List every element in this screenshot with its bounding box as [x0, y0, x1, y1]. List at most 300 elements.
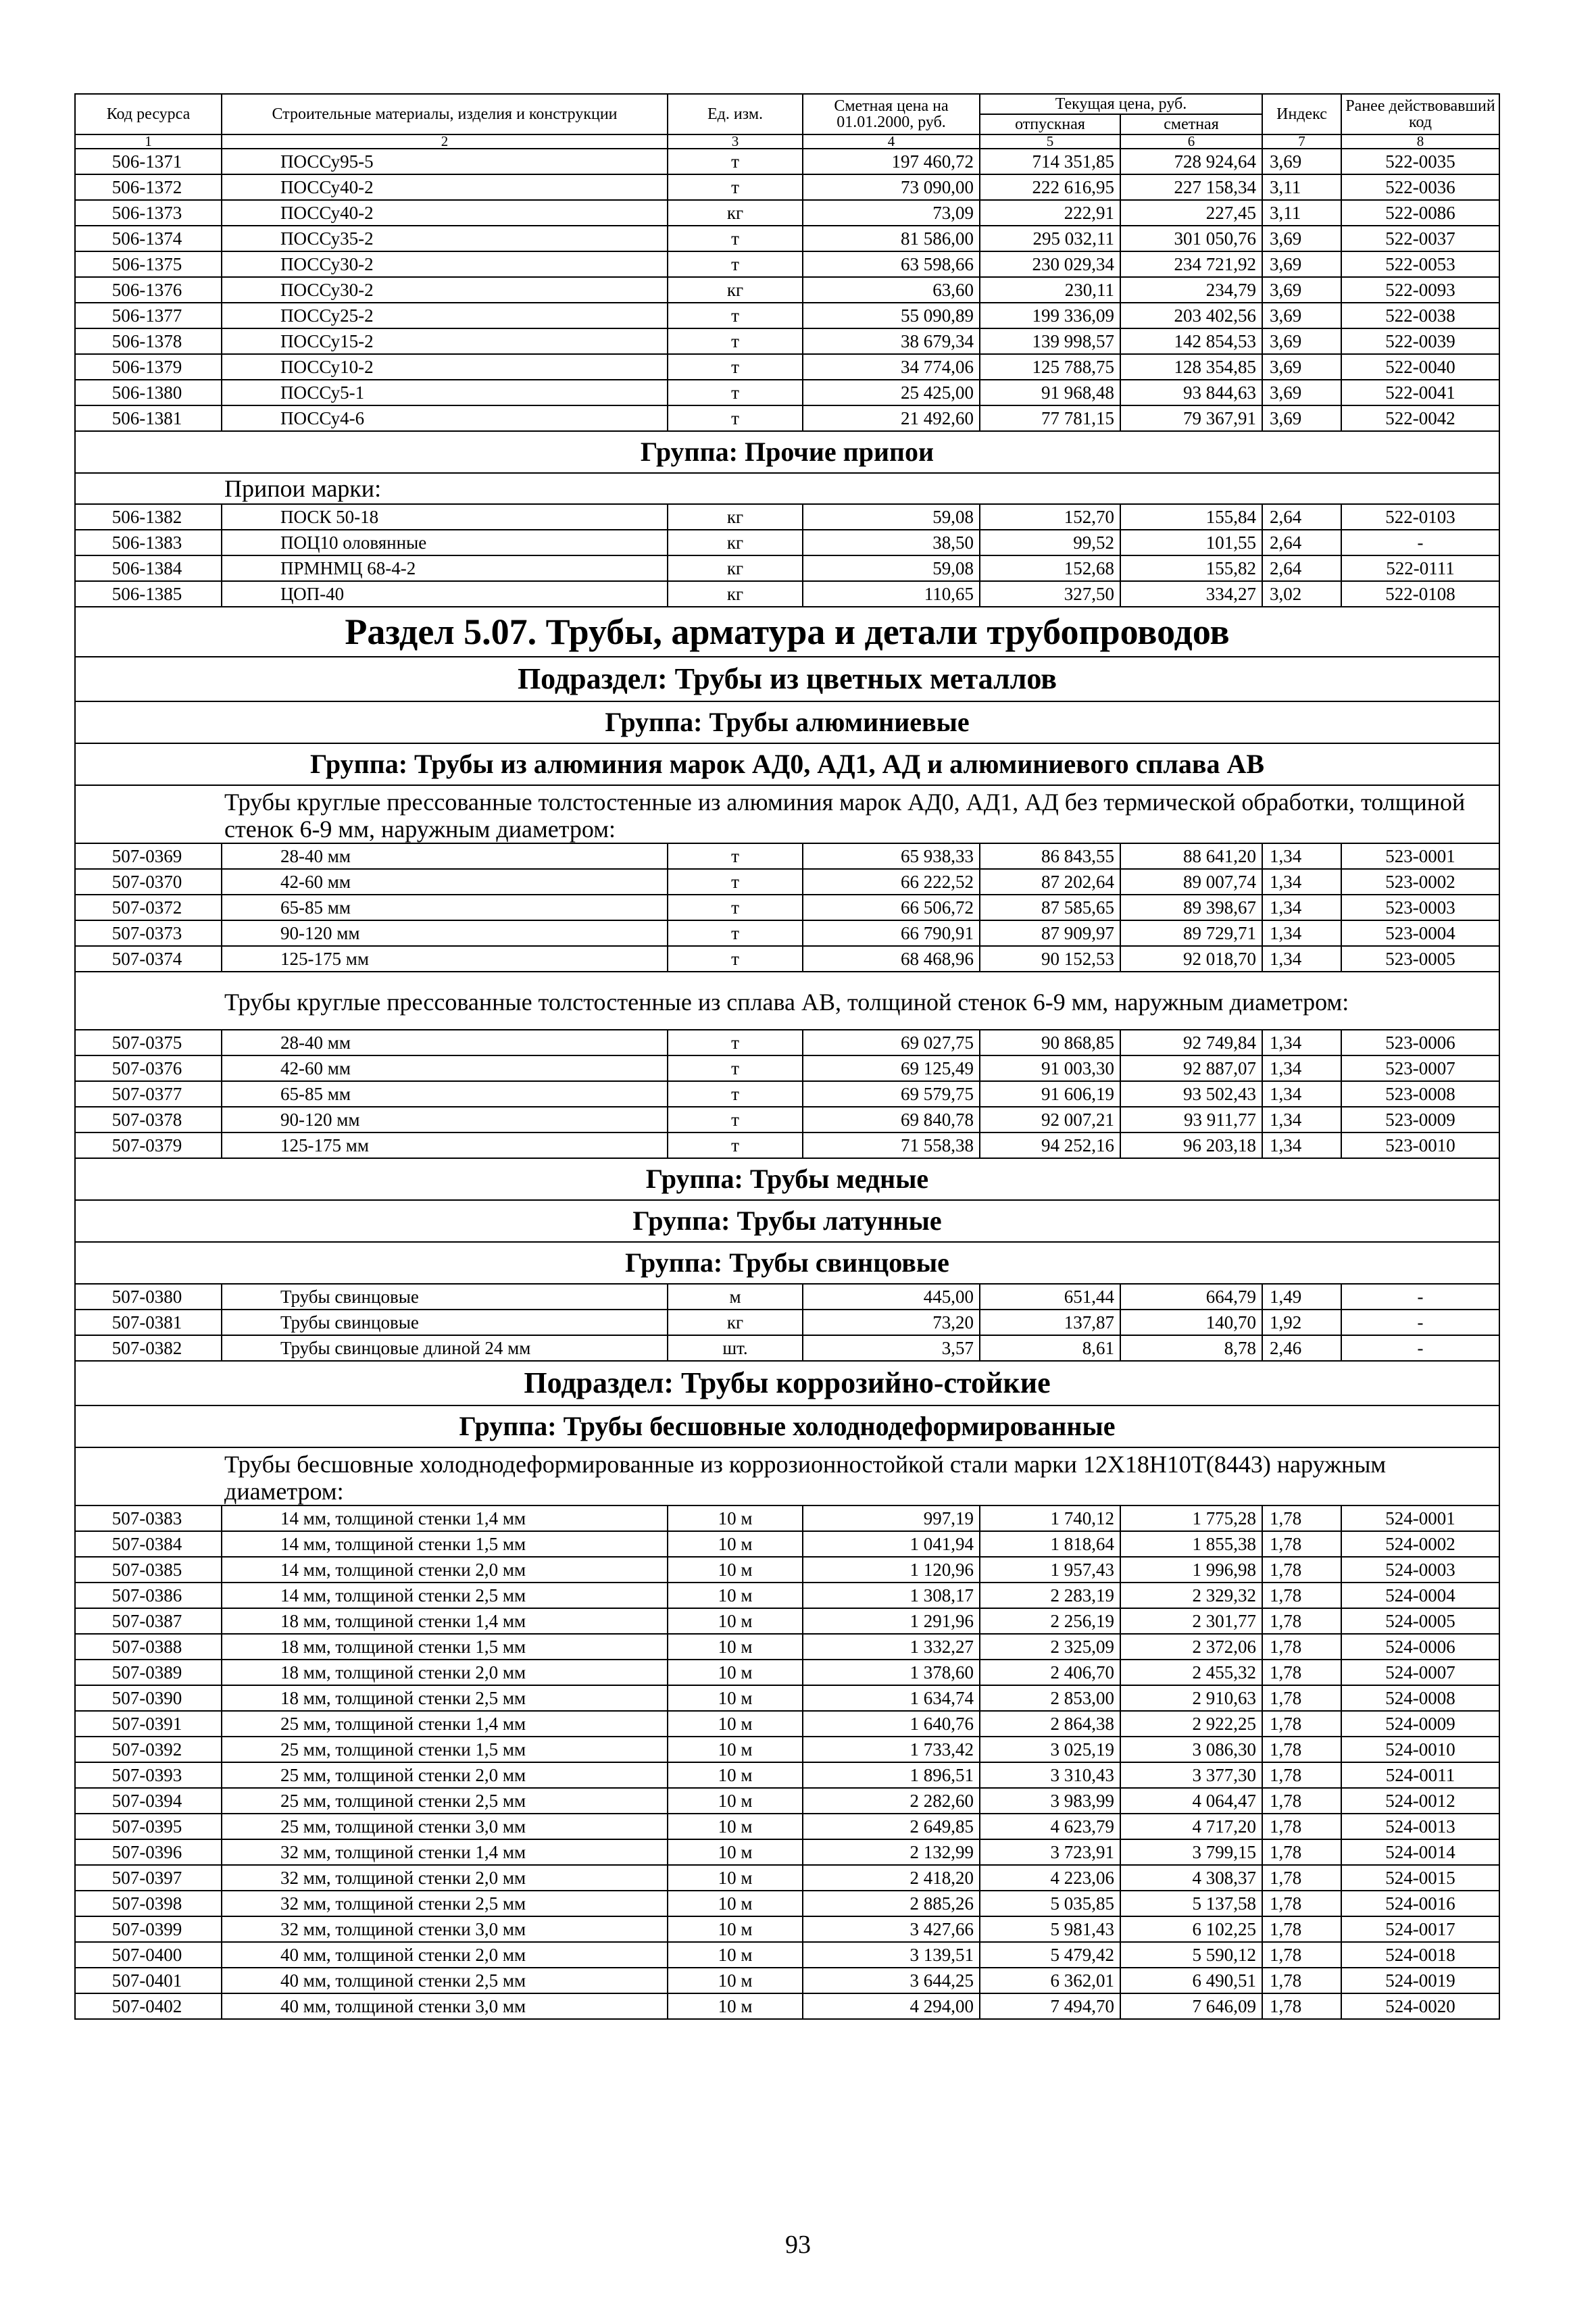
- price-index-cell: 1,34: [1262, 946, 1341, 972]
- release-price-cell: 5 035,85: [980, 1891, 1120, 1916]
- current-estimate-price-cell: 92 018,70: [1120, 946, 1262, 972]
- release-price-cell: 87 585,65: [980, 895, 1120, 920]
- unit-cell: т: [668, 149, 803, 174]
- unit-cell: 10 м: [668, 1788, 803, 1814]
- previous-code-cell: -: [1341, 530, 1499, 555]
- estimate-price-cell: 69 579,75: [803, 1081, 980, 1107]
- item-name-cell: 42-60 мм: [222, 1055, 668, 1081]
- release-price-cell: 99,52: [980, 530, 1120, 555]
- previous-code-cell: 524-0012: [1341, 1788, 1499, 1814]
- table-row: [75, 1891, 1499, 1916]
- unit-cell: кг: [668, 555, 803, 581]
- release-price-cell: 1 957,43: [980, 1557, 1120, 1583]
- estimate-price-cell: 445,00: [803, 1284, 980, 1310]
- estimate-price-cell: 66 222,52: [803, 869, 980, 895]
- release-price-cell: 3 723,91: [980, 1839, 1120, 1865]
- release-price-cell: 2 406,70: [980, 1660, 1120, 1685]
- page-number: 93: [785, 2231, 811, 2259]
- release-price-cell: 152,68: [980, 555, 1120, 581]
- list-label: Припои марки:: [75, 473, 1499, 504]
- table-row: [75, 895, 1499, 920]
- price-index-cell: 1,78: [1262, 1891, 1341, 1916]
- current-estimate-price-cell: 2 372,06: [1120, 1634, 1262, 1660]
- release-price-cell: 651,44: [980, 1284, 1120, 1310]
- estimate-price-cell: 4 294,00: [803, 1993, 980, 2019]
- price-index-cell: 1,92: [1262, 1310, 1341, 1335]
- price-index-cell: 1,78: [1262, 1916, 1341, 1942]
- unit-cell: т: [668, 1107, 803, 1132]
- current-estimate-price-cell: 1 855,38: [1120, 1531, 1262, 1557]
- previous-code-cell: 523-0006: [1341, 1030, 1499, 1055]
- table-row: [75, 1055, 1499, 1081]
- release-price-cell: 2 864,38: [980, 1711, 1120, 1737]
- table-row: [75, 149, 1499, 174]
- table-row: [75, 1531, 1499, 1557]
- item-name-cell: ПОССу5-1: [222, 380, 668, 405]
- current-estimate-price-cell: 96 203,18: [1120, 1132, 1262, 1158]
- resource-code-cell: 507-0380: [75, 1284, 222, 1310]
- table-row: [75, 354, 1499, 380]
- price-index-cell: 1,78: [1262, 1993, 1341, 2019]
- estimate-price-cell: 1 120,96: [803, 1557, 980, 1583]
- price-index-cell: 1,78: [1262, 1814, 1341, 1839]
- unit-cell: кг: [668, 581, 803, 607]
- current-estimate-price-cell: 155,84: [1120, 504, 1262, 530]
- previous-code-cell: 523-0002: [1341, 869, 1499, 895]
- resource-code-cell: 506-1384: [75, 555, 222, 581]
- section-title: Раздел 5.07. Трубы, арматура и детали трубопроводов: [75, 607, 1499, 657]
- group-title: Группа: Трубы свинцовые: [75, 1242, 1499, 1284]
- subsection-title-row: [75, 657, 1499, 701]
- resource-code-cell: 507-0397: [75, 1865, 222, 1891]
- item-name-cell: 32 мм, толщиной стенки 3,0 мм: [222, 1916, 668, 1942]
- price-index-cell: 3,69: [1262, 354, 1341, 380]
- current-estimate-price-cell: 2 910,63: [1120, 1685, 1262, 1711]
- estimate-price-cell: 1 332,27: [803, 1634, 980, 1660]
- release-price-cell: 92 007,21: [980, 1107, 1120, 1132]
- current-estimate-price-cell: 5 137,58: [1120, 1891, 1262, 1916]
- price-index-cell: 1,49: [1262, 1284, 1341, 1310]
- resource-code-cell: 506-1380: [75, 380, 222, 405]
- header-estimate-price: Сметная цена на 01.01.2000, руб.: [803, 94, 980, 134]
- price-index-cell: 1,78: [1262, 1660, 1341, 1685]
- header-current-estimate: сметная: [1120, 114, 1262, 134]
- current-estimate-price-cell: 142 854,53: [1120, 328, 1262, 354]
- estimate-price-cell: 38,50: [803, 530, 980, 555]
- item-name-cell: Трубы свинцовые длиной 24 мм: [222, 1335, 668, 1361]
- table-row: [75, 1839, 1499, 1865]
- current-estimate-price-cell: 7 646,09: [1120, 1993, 1262, 2019]
- table-row: [75, 1132, 1499, 1158]
- item-name-cell: ПОССу95-5: [222, 149, 668, 174]
- estimate-price-cell: 3 139,51: [803, 1942, 980, 1968]
- estimate-price-cell: 1 640,76: [803, 1711, 980, 1737]
- previous-code-cell: 524-0020: [1341, 1993, 1499, 2019]
- subsection-title: Подраздел: Трубы коррозийно-стойкие: [75, 1361, 1499, 1405]
- previous-code-cell: 523-0004: [1341, 920, 1499, 946]
- item-name-cell: 25 мм, толщиной стенки 2,0 мм: [222, 1762, 668, 1788]
- estimate-price-cell: 34 774,06: [803, 354, 980, 380]
- item-name-cell: 28-40 мм: [222, 843, 668, 869]
- unit-cell: 10 м: [668, 1583, 803, 1608]
- column-number: 5: [980, 134, 1120, 149]
- group-title-row: [75, 1158, 1499, 1200]
- estimate-price-cell: 65 938,33: [803, 843, 980, 869]
- resource-code-cell: 507-0392: [75, 1737, 222, 1762]
- estimate-price-cell: 81 586,00: [803, 226, 980, 251]
- estimate-price-cell: 38 679,34: [803, 328, 980, 354]
- item-name-cell: 40 мм, толщиной стенки 3,0 мм: [222, 1993, 668, 2019]
- current-estimate-price-cell: 4 308,37: [1120, 1865, 1262, 1891]
- previous-code-cell: 522-0086: [1341, 200, 1499, 226]
- item-name-cell: 18 мм, толщиной стенки 1,4 мм: [222, 1608, 668, 1634]
- table-header: [75, 94, 1499, 149]
- release-price-cell: 2 256,19: [980, 1608, 1120, 1634]
- estimate-price-cell: 1 041,94: [803, 1531, 980, 1557]
- unit-cell: кг: [668, 530, 803, 555]
- table-row: [75, 1762, 1499, 1788]
- previous-code-cell: 524-0005: [1341, 1608, 1499, 1634]
- table-row: [75, 1505, 1499, 1531]
- column-number: 6: [1120, 134, 1262, 149]
- estimate-price-cell: 73 090,00: [803, 174, 980, 200]
- release-price-cell: 327,50: [980, 581, 1120, 607]
- group-title: Группа: Прочие припои: [75, 431, 1499, 473]
- unit-cell: т: [668, 303, 803, 328]
- group-title-row: [75, 701, 1499, 743]
- item-name-cell: 90-120 мм: [222, 920, 668, 946]
- resource-code-cell: 506-1374: [75, 226, 222, 251]
- price-index-cell: 3,69: [1262, 149, 1341, 174]
- item-name-cell: 90-120 мм: [222, 1107, 668, 1132]
- resource-code-cell: 507-0396: [75, 1839, 222, 1865]
- current-estimate-price-cell: 89 398,67: [1120, 895, 1262, 920]
- item-name-cell: 14 мм, толщиной стенки 2,0 мм: [222, 1557, 668, 1583]
- previous-code-cell: 523-0010: [1341, 1132, 1499, 1158]
- previous-code-cell: 524-0013: [1341, 1814, 1499, 1839]
- current-estimate-price-cell: 2 455,32: [1120, 1660, 1262, 1685]
- resource-code-cell: 507-0402: [75, 1993, 222, 2019]
- price-index-cell: 2,64: [1262, 504, 1341, 530]
- unit-cell: 10 м: [668, 1505, 803, 1531]
- resource-code-cell: 507-0379: [75, 1132, 222, 1158]
- release-price-cell: 222,91: [980, 200, 1120, 226]
- resource-code-cell: 506-1371: [75, 149, 222, 174]
- estimate-price-cell: 71 558,38: [803, 1132, 980, 1158]
- current-estimate-price-cell: 2 301,77: [1120, 1608, 1262, 1634]
- current-estimate-price-cell: 1 996,98: [1120, 1557, 1262, 1583]
- release-price-cell: 5 981,43: [980, 1916, 1120, 1942]
- current-estimate-price-cell: 8,78: [1120, 1335, 1262, 1361]
- item-name-cell: 18 мм, толщиной стенки 2,0 мм: [222, 1660, 668, 1685]
- table-row: [75, 1557, 1499, 1583]
- previous-code-cell: 524-0002: [1341, 1531, 1499, 1557]
- resource-code-cell: 506-1385: [75, 581, 222, 607]
- group-title: Группа: Трубы латунные: [75, 1200, 1499, 1242]
- current-estimate-price-cell: 1 775,28: [1120, 1505, 1262, 1531]
- current-estimate-price-cell: 89 007,74: [1120, 869, 1262, 895]
- unit-cell: 10 м: [668, 1737, 803, 1762]
- unit-cell: кг: [668, 200, 803, 226]
- previous-code-cell: 523-0001: [1341, 843, 1499, 869]
- subsection-title-row: [75, 1361, 1499, 1405]
- previous-code-cell: 524-0010: [1341, 1737, 1499, 1762]
- estimate-price-cell: 2 282,60: [803, 1788, 980, 1814]
- price-index-cell: 3,69: [1262, 277, 1341, 303]
- previous-code-cell: 522-0103: [1341, 504, 1499, 530]
- previous-code-cell: 524-0008: [1341, 1685, 1499, 1711]
- unit-cell: т: [668, 946, 803, 972]
- unit-cell: 10 м: [668, 1942, 803, 1968]
- item-name-cell: ПОССу10-2: [222, 354, 668, 380]
- item-name-cell: ПОЦ10 оловянные: [222, 530, 668, 555]
- table-row: [75, 530, 1499, 555]
- release-price-cell: 87 202,64: [980, 869, 1120, 895]
- unit-cell: 10 м: [668, 1814, 803, 1839]
- item-name-cell: 18 мм, толщиной стенки 1,5 мм: [222, 1634, 668, 1660]
- resource-code-cell: 507-0388: [75, 1634, 222, 1660]
- price-index-cell: 1,78: [1262, 1583, 1341, 1608]
- resource-code-cell: 506-1382: [75, 504, 222, 530]
- current-estimate-price-cell: 79 367,91: [1120, 405, 1262, 431]
- item-name-cell: ЦОП-40: [222, 581, 668, 607]
- resource-code-cell: 507-0395: [75, 1814, 222, 1839]
- unit-cell: кг: [668, 277, 803, 303]
- price-index-cell: 1,78: [1262, 1968, 1341, 1993]
- previous-code-cell: 522-0093: [1341, 277, 1499, 303]
- previous-code-cell: 523-0009: [1341, 1107, 1499, 1132]
- release-price-cell: 94 252,16: [980, 1132, 1120, 1158]
- previous-code-cell: 524-0011: [1341, 1762, 1499, 1788]
- price-index-cell: 3,69: [1262, 380, 1341, 405]
- estimate-price-cell: 3 427,66: [803, 1916, 980, 1942]
- table-row: [75, 581, 1499, 607]
- estimate-price-cell: 63 598,66: [803, 251, 980, 277]
- resource-code-cell: 507-0385: [75, 1557, 222, 1583]
- current-estimate-price-cell: 140,70: [1120, 1310, 1262, 1335]
- item-name-cell: 28-40 мм: [222, 1030, 668, 1055]
- release-price-cell: 91 968,48: [980, 380, 1120, 405]
- release-price-cell: 2 853,00: [980, 1685, 1120, 1711]
- table-row: [75, 174, 1499, 200]
- release-price-cell: 2 325,09: [980, 1634, 1120, 1660]
- release-price-cell: 3 983,99: [980, 1788, 1120, 1814]
- release-price-cell: 4 623,79: [980, 1814, 1120, 1839]
- resource-code-cell: 506-1377: [75, 303, 222, 328]
- group-title-row: [75, 1242, 1499, 1284]
- previous-code-cell: 524-0015: [1341, 1865, 1499, 1891]
- unit-cell: 10 м: [668, 1660, 803, 1685]
- previous-code-cell: 524-0007: [1341, 1660, 1499, 1685]
- resource-code-cell: 507-0381: [75, 1310, 222, 1335]
- price-index-cell: 3,69: [1262, 328, 1341, 354]
- unit-cell: т: [668, 405, 803, 431]
- group-description-row: [75, 785, 1499, 843]
- release-price-cell: 87 909,97: [980, 920, 1120, 946]
- previous-code-cell: 524-0014: [1341, 1839, 1499, 1865]
- column-number: 2: [222, 134, 668, 149]
- resource-code-cell: 507-0383: [75, 1505, 222, 1531]
- release-price-cell: 7 494,70: [980, 1993, 1120, 2019]
- column-number: 7: [1262, 134, 1341, 149]
- price-index-cell: 1,78: [1262, 1634, 1341, 1660]
- price-index-cell: 1,78: [1262, 1942, 1341, 1968]
- list-label-row: [75, 473, 1499, 504]
- current-estimate-price-cell: 334,27: [1120, 581, 1262, 607]
- table-row: [75, 1284, 1499, 1310]
- resource-code-cell: 507-0386: [75, 1583, 222, 1608]
- unit-cell: 10 м: [668, 1916, 803, 1942]
- unit-cell: т: [668, 174, 803, 200]
- group-title-row: [75, 431, 1499, 473]
- table-row: [75, 200, 1499, 226]
- resource-code-cell: 507-0374: [75, 946, 222, 972]
- current-estimate-price-cell: 301 050,76: [1120, 226, 1262, 251]
- table-row: [75, 843, 1499, 869]
- unit-cell: т: [668, 328, 803, 354]
- unit-cell: 10 м: [668, 1685, 803, 1711]
- item-name-cell: 14 мм, толщиной стенки 2,5 мм: [222, 1583, 668, 1608]
- price-index-cell: 1,34: [1262, 1081, 1341, 1107]
- previous-code-cell: -: [1341, 1284, 1499, 1310]
- previous-code-cell: 522-0108: [1341, 581, 1499, 607]
- group-title: Группа: Трубы бесшовные холоднодеформированные: [75, 1405, 1499, 1447]
- current-estimate-price-cell: 2 922,25: [1120, 1711, 1262, 1737]
- estimate-price-cell: 66 506,72: [803, 895, 980, 920]
- release-price-cell: 90 868,85: [980, 1030, 1120, 1055]
- estimate-price-cell: 68 468,96: [803, 946, 980, 972]
- resource-code-cell: 507-0382: [75, 1335, 222, 1361]
- unit-cell: 10 м: [668, 1608, 803, 1634]
- unit-cell: кг: [668, 504, 803, 530]
- resource-code-cell: 506-1375: [75, 251, 222, 277]
- price-index-cell: 1,34: [1262, 895, 1341, 920]
- current-estimate-price-cell: 3 086,30: [1120, 1737, 1262, 1762]
- release-price-cell: 230,11: [980, 277, 1120, 303]
- item-name-cell: 18 мм, толщиной стенки 2,5 мм: [222, 1685, 668, 1711]
- table-row: [75, 1608, 1499, 1634]
- previous-code-cell: 522-0036: [1341, 174, 1499, 200]
- current-estimate-price-cell: 203 402,56: [1120, 303, 1262, 328]
- unit-cell: 10 м: [668, 1531, 803, 1557]
- header-code: Код ресурса: [75, 94, 222, 134]
- release-price-cell: 125 788,75: [980, 354, 1120, 380]
- price-table-sheet: [74, 93, 1499, 2020]
- column-numbers-row: [75, 134, 1499, 149]
- table-row: [75, 920, 1499, 946]
- price-index-cell: 1,34: [1262, 843, 1341, 869]
- price-index-cell: 3,69: [1262, 303, 1341, 328]
- table-row: [75, 1916, 1499, 1942]
- previous-code-cell: 524-0016: [1341, 1891, 1499, 1916]
- resource-code-cell: 507-0401: [75, 1968, 222, 1993]
- item-name-cell: 125-175 мм: [222, 946, 668, 972]
- unit-cell: 10 м: [668, 1557, 803, 1583]
- previous-code-cell: 523-0003: [1341, 895, 1499, 920]
- previous-code-cell: 524-0004: [1341, 1583, 1499, 1608]
- item-name-cell: ПОССу40-2: [222, 200, 668, 226]
- item-name-cell: Трубы свинцовые: [222, 1310, 668, 1335]
- estimate-price-cell: 73,09: [803, 200, 980, 226]
- resource-code-cell: 507-0389: [75, 1660, 222, 1685]
- estimate-price-cell: 1 733,42: [803, 1737, 980, 1762]
- release-price-cell: 91 003,30: [980, 1055, 1120, 1081]
- price-table: [74, 93, 1500, 2020]
- previous-code-cell: 522-0039: [1341, 328, 1499, 354]
- unit-cell: т: [668, 920, 803, 946]
- release-price-cell: 139 998,57: [980, 328, 1120, 354]
- table-row: [75, 1660, 1499, 1685]
- price-index-cell: 1,78: [1262, 1865, 1341, 1891]
- item-name-cell: 65-85 мм: [222, 1081, 668, 1107]
- previous-code-cell: 522-0037: [1341, 226, 1499, 251]
- estimate-price-cell: 21 492,60: [803, 405, 980, 431]
- release-price-cell: 152,70: [980, 504, 1120, 530]
- estimate-price-cell: 1 634,74: [803, 1685, 980, 1711]
- group-description: Трубы бесшовные холоднодеформированные из коррозионностойкой стали марки 12Х18Н10Т(8443) наружным диаметром:: [75, 1447, 1499, 1505]
- item-name-cell: 65-85 мм: [222, 895, 668, 920]
- item-name-cell: ПОССу30-2: [222, 251, 668, 277]
- item-name-cell: 32 мм, толщиной стенки 1,4 мм: [222, 1839, 668, 1865]
- current-estimate-price-cell: 3 799,15: [1120, 1839, 1262, 1865]
- resource-code-cell: 507-0369: [75, 843, 222, 869]
- estimate-price-cell: 2 649,85: [803, 1814, 980, 1839]
- group-description-row: [75, 1447, 1499, 1505]
- resource-code-cell: 507-0393: [75, 1762, 222, 1788]
- table-row: [75, 328, 1499, 354]
- table-row: [75, 1711, 1499, 1737]
- unit-cell: кг: [668, 1310, 803, 1335]
- estimate-price-cell: 3,57: [803, 1335, 980, 1361]
- table-row: [75, 946, 1499, 972]
- group-description: Трубы круглые прессованные толстостенные из сплава АВ, толщиной стенок 6-9 мм, наружным диаметром:: [75, 972, 1499, 1030]
- resource-code-cell: 506-1383: [75, 530, 222, 555]
- current-estimate-price-cell: 3 377,30: [1120, 1762, 1262, 1788]
- item-name-cell: ПРМНМЦ 68-4-2: [222, 555, 668, 581]
- resource-code-cell: 506-1372: [75, 174, 222, 200]
- item-name-cell: 42-60 мм: [222, 869, 668, 895]
- previous-code-cell: 522-0040: [1341, 354, 1499, 380]
- previous-code-cell: 524-0001: [1341, 1505, 1499, 1531]
- previous-code-cell: 523-0005: [1341, 946, 1499, 972]
- table-row: [75, 380, 1499, 405]
- group-title: Группа: Трубы из алюминия марок АД0, АД1, АД и алюминиевого сплава АВ: [75, 743, 1499, 785]
- price-index-cell: 1,78: [1262, 1711, 1341, 1737]
- price-index-cell: 3,69: [1262, 226, 1341, 251]
- group-title-row: [75, 1405, 1499, 1447]
- item-name-cell: ПОССу35-2: [222, 226, 668, 251]
- unit-cell: 10 м: [668, 1968, 803, 1993]
- price-index-cell: 1,34: [1262, 920, 1341, 946]
- estimate-price-cell: 110,65: [803, 581, 980, 607]
- previous-code-cell: 522-0038: [1341, 303, 1499, 328]
- column-number: 4: [803, 134, 980, 149]
- current-estimate-price-cell: 5 590,12: [1120, 1942, 1262, 1968]
- table-row: [75, 1634, 1499, 1660]
- estimate-price-cell: 1 291,96: [803, 1608, 980, 1634]
- table-row: [75, 277, 1499, 303]
- table-row: [75, 405, 1499, 431]
- estimate-price-cell: 63,60: [803, 277, 980, 303]
- resource-code-cell: 507-0375: [75, 1030, 222, 1055]
- item-name-cell: ПОССу40-2: [222, 174, 668, 200]
- resource-code-cell: 507-0387: [75, 1608, 222, 1634]
- resource-code-cell: 507-0370: [75, 869, 222, 895]
- item-name-cell: 25 мм, толщиной стенки 1,4 мм: [222, 1711, 668, 1737]
- price-index-cell: 1,34: [1262, 1030, 1341, 1055]
- resource-code-cell: 506-1376: [75, 277, 222, 303]
- resource-code-cell: 507-0377: [75, 1081, 222, 1107]
